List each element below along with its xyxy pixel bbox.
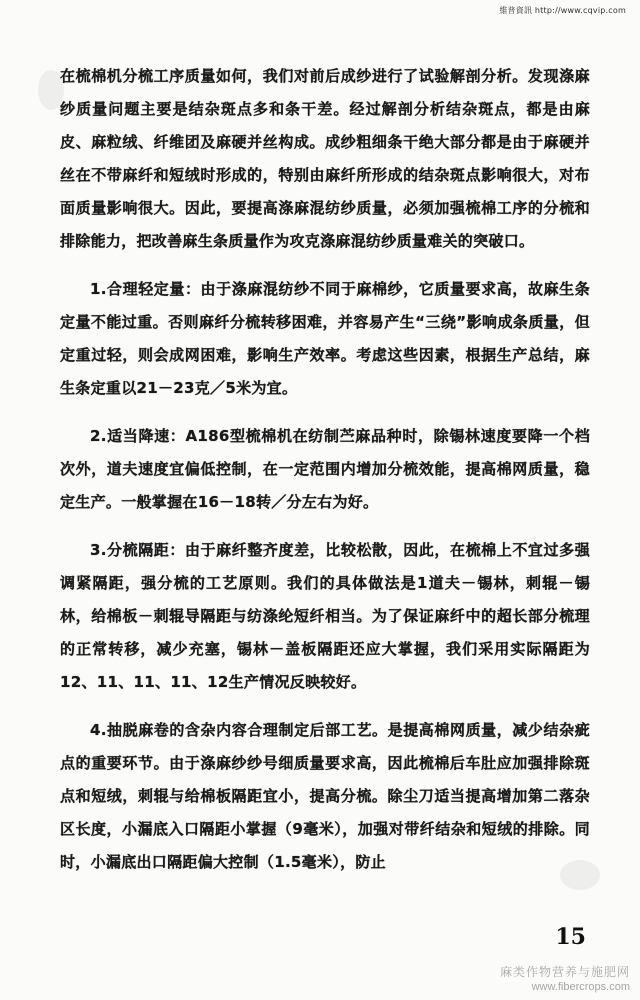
watermark-cn: 麻类作物营养与施肥网: [499, 965, 630, 979]
watermark-url: www.fibercrops.com: [531, 981, 630, 993]
paragraph-item-1: 1.合理轻定量：由于涤麻混纺纱不同于麻棉纱，它质量要求高，故麻生条定量不能过重。否则麻纤分梳转移困难，并容易产生“三绕”影响成条质量，但定重过轻，则会成网困难，影响生产效率。考虑这些因素，根据生产总结，麻生条定重以21－23克／5米为宜。: [60, 280, 590, 397]
paragraph-item-3: 3.分梳隔距：由于麻纤整齐度差，比较松散，因此，在梳棉上不宜过多强调紧隔距，强分梳的工艺原则。我们的具体做法是1道夫－锡林，刺辊－锡林，给棉板－刺辊导隔距与纺涤纶短纤相当。为了保证麻纤中的超长部分梳理的正常转移，减少充塞，锡林－盖板隔距还应大掌握，我们采用实际隔距为12、11、11、11、12生产情况反映较好。: [60, 541, 590, 691]
page-number: 15: [555, 924, 586, 950]
paragraph-item-4: 4.抽脱麻卷的含杂内容合理制定后部工艺。是提高棉网质量，减少结杂疵点的重要环节。由于涤麻纱纱号细质量要求高，因此梳棉后车肚应加强排除斑点和短绒，刺辊与给棉板隔距宜小，提高分梳。除尘刀适当提高增加第二落杂区长度，小漏底入口隔距小掌握（9毫米），加强对带纤结杂和短绒的排除。同时，小漏底出口隔距偏大控制（1.5毫米），防止: [60, 721, 590, 871]
paragraph-item-2: 2.适当降速：A186型梳棉机在纺制苎麻品种时，除锡林速度要降一个档次外，道夫速度宜偏低控制，在一定范围内增加分梳效能，提高棉网质量，稳定生产。一般掌握在16－18转／分左右为好。: [60, 427, 590, 511]
paragraph-intro: 在梳棉机分梳工序质量如何，我们对前后成纱进行了试验解剖分析。发现涤麻纱质量问题主要是结杂斑点多和条干差。经过解剖分析结杂斑点，都是由麻皮、麻粒绒、纤维团及麻硬并丝构成。成纱粗细条干绝大部分都是由于麻硬并丝在不带麻纤和短绒时形成的，特别由麻纤所形成的结杂斑点影响很大，对布面质量影响很大。因此，要提高涤麻混纺纱质量，必须加强梳棉工序的分梳和排除能力，把改善麻生条质量作为攻克涤麻混纺纱质量难关的突破口。: [60, 67, 590, 250]
watermark: [500, 964, 630, 994]
header-stamp: 維普資訊 http://www.cqvip.com: [499, 6, 626, 15]
document-body: [60, 60, 590, 894]
